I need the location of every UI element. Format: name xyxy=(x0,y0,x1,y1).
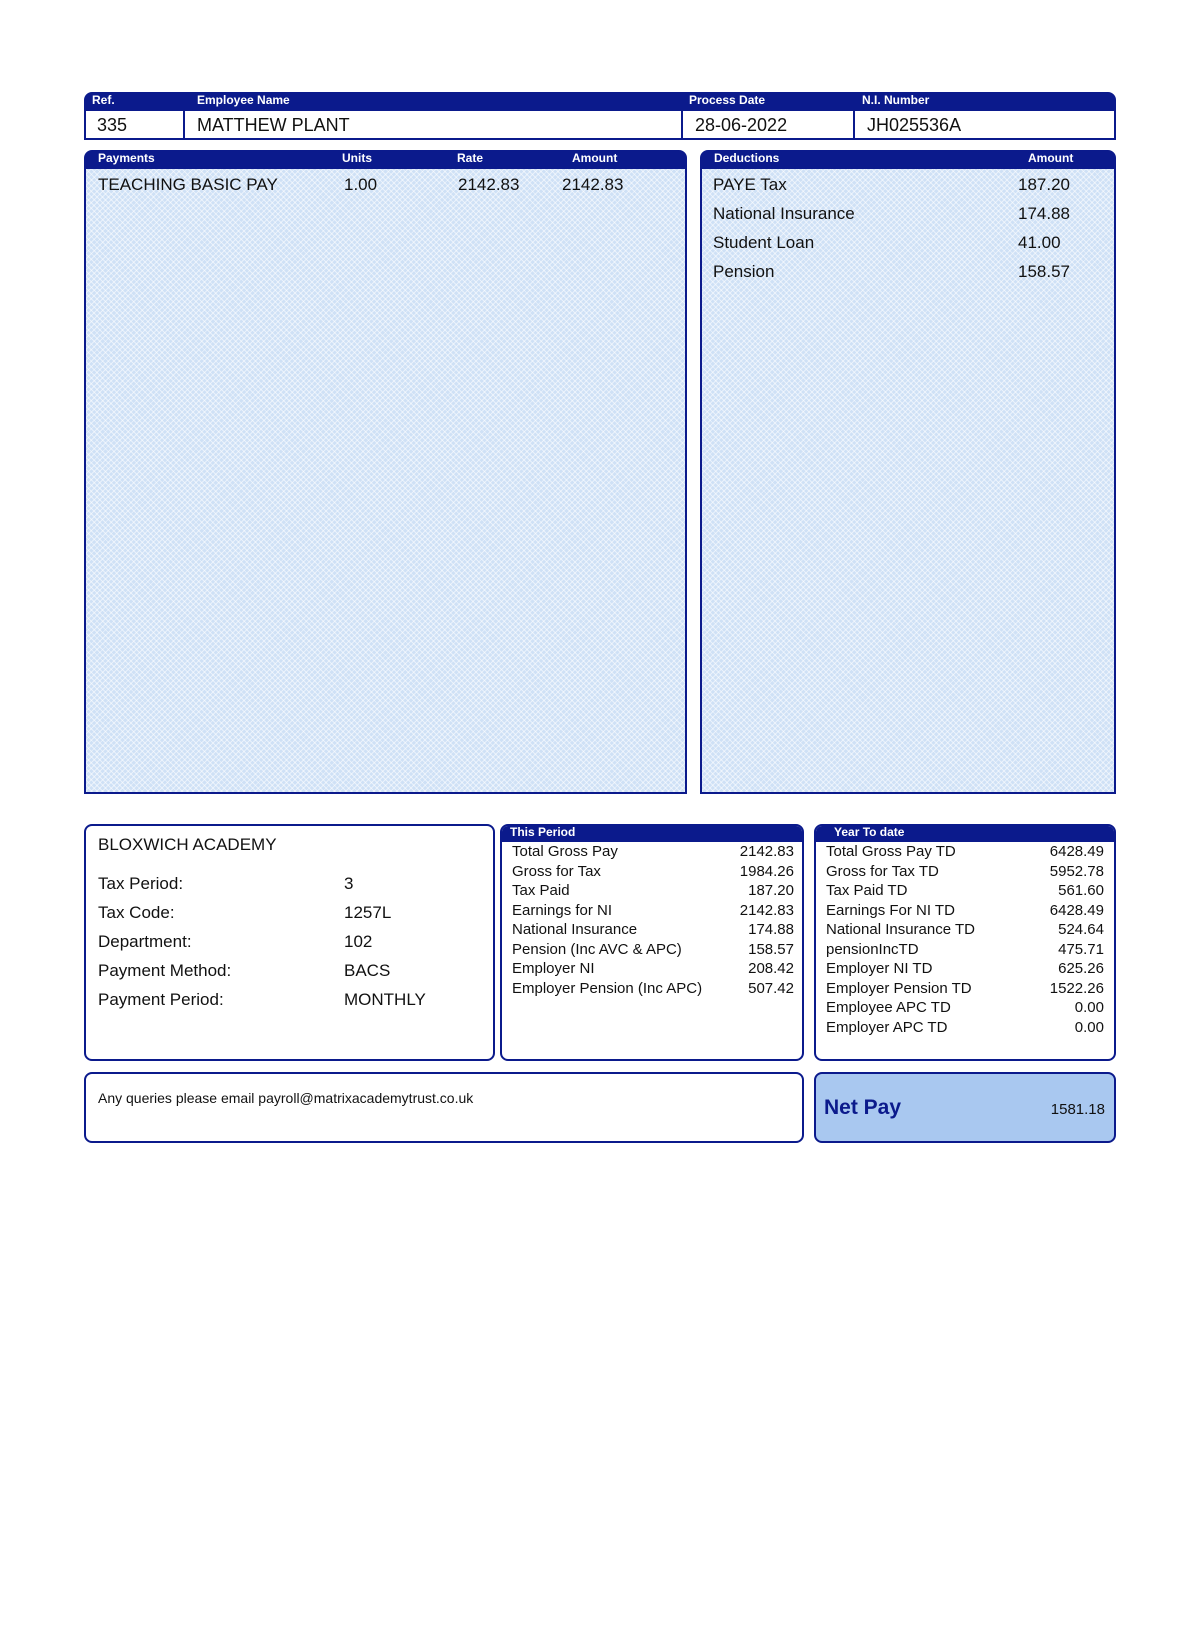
deduction-description: Pension xyxy=(713,262,775,281)
deductions-panel xyxy=(700,167,1116,794)
tax-code-value: 1257L xyxy=(344,903,392,922)
ytd-label: Total Gross Pay TD xyxy=(826,843,956,860)
ytd-value: 6428.49 xyxy=(1049,843,1104,860)
ytd-row xyxy=(826,843,1104,863)
rate-column-header: Rate xyxy=(457,151,484,165)
deductions-header xyxy=(700,150,1116,168)
ytd-label: National Insurance TD xyxy=(826,921,975,938)
payment-amount: 2142.83 xyxy=(562,175,624,194)
ni-number-field xyxy=(853,109,1116,140)
employee-name-label: Employee Name xyxy=(197,93,290,107)
this-period-row xyxy=(512,843,794,863)
ytd-row xyxy=(826,999,1104,1019)
this-period-panel xyxy=(500,824,804,1061)
process-date-value: 28-06-2022 xyxy=(695,115,788,135)
payment-period-label: Payment Period: xyxy=(98,990,224,1009)
this-period-value: 187.20 xyxy=(748,882,794,899)
ytd-row xyxy=(826,863,1104,883)
ytd-row xyxy=(826,980,1104,1000)
payment-method-label: Payment Method: xyxy=(98,961,232,980)
deduction-description: National Insurance xyxy=(713,204,855,223)
ytd-value: 0.00 xyxy=(1074,999,1104,1016)
ytd-value: 524.64 xyxy=(1058,921,1104,938)
queries-text: Any queries please email payroll@matrixacademytrust.co.uk xyxy=(98,1090,474,1106)
tax-period-label: Tax Period: xyxy=(98,874,184,893)
deduction-description: PAYE Tax xyxy=(713,175,787,194)
deduction-amount: 41.00 xyxy=(1018,233,1061,252)
payment-row xyxy=(86,175,685,197)
this-period-value: 208.42 xyxy=(748,960,794,977)
ytd-label: Employer APC TD xyxy=(826,1018,948,1036)
ytd-row xyxy=(826,882,1104,902)
deduction-amount-column-header: Amount xyxy=(1028,151,1074,165)
ytd-value: 475.71 xyxy=(1058,940,1104,958)
net-pay-panel xyxy=(814,1072,1116,1143)
ytd-label: Tax Paid TD xyxy=(826,882,908,899)
this-period-row xyxy=(512,902,794,922)
payment-units: 1.00 xyxy=(344,175,378,194)
department-value: 102 xyxy=(344,932,373,951)
ytd-row xyxy=(826,1019,1104,1039)
year-to-date-panel xyxy=(814,824,1116,1061)
ytd-row xyxy=(826,941,1104,961)
ytd-label: Employee APC TD xyxy=(826,999,951,1016)
deduction-row xyxy=(702,233,1114,255)
year-to-date-title: Year To date xyxy=(834,825,905,839)
employer-info-panel xyxy=(84,824,495,1061)
payment-period-value: MONTHLY xyxy=(344,990,426,1009)
ytd-row xyxy=(826,921,1104,941)
deduction-row xyxy=(702,262,1114,284)
deduction-amount: 187.20 xyxy=(1018,175,1070,194)
employee-name-field xyxy=(183,109,683,140)
this-period-row xyxy=(512,960,794,980)
ytd-value: 625.26 xyxy=(1058,960,1104,977)
tax-period-value: 3 xyxy=(344,874,354,893)
this-period-label: Total Gross Pay xyxy=(512,843,618,860)
this-period-value: 1984.26 xyxy=(739,862,794,880)
payments-title: Payments xyxy=(98,151,155,165)
this-period-row xyxy=(512,863,794,883)
this-period-label: National Insurance xyxy=(512,921,638,938)
year-to-date-rows xyxy=(826,843,1104,1038)
this-period-row xyxy=(512,941,794,961)
ref-value: 335 xyxy=(97,115,128,135)
this-period-rows xyxy=(512,843,794,999)
this-period-row xyxy=(512,882,794,902)
this-period-row xyxy=(512,921,794,941)
deduction-description: Student Loan xyxy=(713,233,815,252)
this-period-label: Employer Pension (Inc APC) xyxy=(512,979,703,997)
this-period-label: Employer NI xyxy=(512,960,595,977)
deduction-amount: 158.57 xyxy=(1018,262,1070,281)
deductions-title: Deductions xyxy=(714,151,780,165)
ref-field xyxy=(84,109,185,140)
payments-panel xyxy=(84,167,687,794)
ytd-label: pensionIncTD xyxy=(826,940,919,958)
payment-amount-column-header: Amount xyxy=(572,151,618,165)
units-column-header: Units xyxy=(342,151,372,165)
deduction-row xyxy=(702,204,1114,226)
queries-panel xyxy=(84,1072,804,1143)
ytd-row xyxy=(826,960,1104,980)
deduction-amount: 174.88 xyxy=(1018,204,1070,223)
ni-number-value: JH025536A xyxy=(867,115,962,135)
ytd-row xyxy=(826,902,1104,922)
employee-name-value: MATTHEW PLANT xyxy=(197,115,350,135)
deduction-row xyxy=(702,175,1114,197)
payments-header xyxy=(84,150,687,168)
this-period-label: Tax Paid xyxy=(512,882,570,899)
ytd-value: 561.60 xyxy=(1058,882,1104,899)
this-period-header xyxy=(500,824,804,842)
tax-code-label: Tax Code: xyxy=(98,903,175,922)
payment-method-value: BACS xyxy=(344,961,391,980)
this-period-value: 507.42 xyxy=(748,979,794,997)
net-pay-label: Net Pay xyxy=(824,1096,902,1119)
ytd-value: 1522.26 xyxy=(1049,979,1104,997)
ytd-value: 6428.49 xyxy=(1049,901,1104,919)
ytd-value: 0.00 xyxy=(1074,1018,1104,1036)
payment-rate: 2142.83 xyxy=(458,175,520,194)
ytd-label: Employer Pension TD xyxy=(826,979,972,997)
ytd-label: Gross for Tax TD xyxy=(826,862,939,880)
this-period-label: Gross for Tax xyxy=(512,862,601,880)
process-date-label: Process Date xyxy=(689,93,766,107)
ni-number-label: N.I. Number xyxy=(862,93,930,107)
this-period-row xyxy=(512,980,794,1000)
ytd-label: Employer NI TD xyxy=(826,960,933,977)
payment-description: TEACHING BASIC PAY xyxy=(98,175,278,194)
this-period-value: 2142.83 xyxy=(739,901,794,919)
department-label: Department: xyxy=(98,932,192,951)
this-period-value: 174.88 xyxy=(748,921,794,938)
this-period-label: Pension (Inc AVC & APC) xyxy=(512,940,682,958)
this-period-label: Earnings for NI xyxy=(512,901,613,919)
this-period-value: 2142.83 xyxy=(739,843,794,860)
employer-name: BLOXWICH ACADEMY xyxy=(98,835,277,854)
this-period-title: This Period xyxy=(510,825,576,839)
process-date-field xyxy=(681,109,855,140)
this-period-value: 158.57 xyxy=(748,940,794,958)
ytd-value: 5952.78 xyxy=(1049,862,1104,880)
ref-label: Ref. xyxy=(92,93,115,107)
ytd-label: Earnings For NI TD xyxy=(826,901,955,919)
header-bar xyxy=(84,92,1116,110)
year-to-date-header xyxy=(814,824,1116,842)
net-pay-value: 1581.18 xyxy=(1050,1101,1105,1118)
